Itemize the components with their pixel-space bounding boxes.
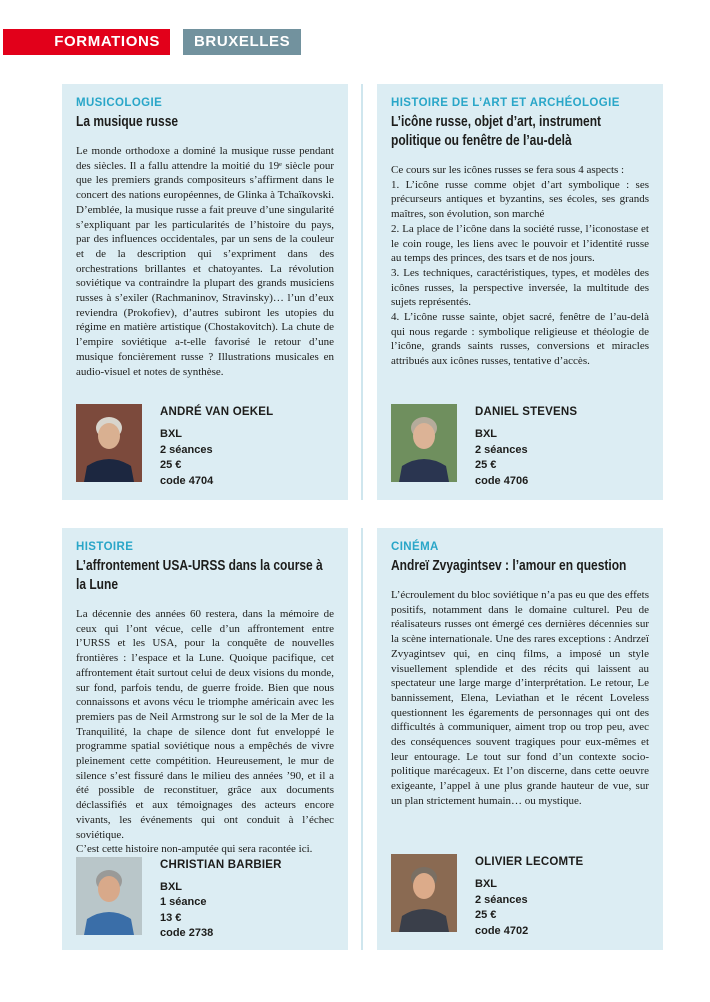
description-paragraph: 4. L’icône russe sainte, objet sacré, fenêtre de l’au-delà qui nous regarde : symbolique religieuse et théologie de l’icône, grands saints russes, conversions et miracles attribués aux icônes russes, tentative d’accès. bbox=[391, 311, 649, 368]
presenter-block bbox=[391, 404, 649, 489]
presenter-sessions: 2 séances bbox=[160, 443, 213, 456]
description-paragraph: La décennie des années 60 restera, dans la mémoire de ceux qui l’ont vécue, celle d’un affrontement entre l’URSS et les USA, pour la conquête de nouvelles frontières : l’espace et la Lune. Quoique pacifique, cet affrontement était surtout celui de deux visions du monde, sur fond, parfois tendu, de guerre froide. Bien que nous connaissons et avons vécu le triomphe américain avec les premiers pas de Neil Armstrong sur le sol de la Mer de la Tranquilité, la chape de silence dont fut enveloppé le programme spatial soviétique nous a empêchés de vivre pleinement cette compétition. Heureusement, le mur de silence s’est fissuré dans le milieu des années ’90, et il a été possible de reconstituer, grâce aux documents déclassifiés et aux témoignages des acteurs encore vivants, les événements qui ont conduit à l’échec soviétique. bbox=[76, 608, 334, 841]
course-card bbox=[377, 528, 663, 950]
presenter-price: 25 € bbox=[475, 909, 497, 921]
presenter-block bbox=[76, 857, 334, 942]
portrait-placeholder-image bbox=[76, 404, 142, 482]
presenter-name: DANIEL STEVENS bbox=[475, 406, 578, 418]
course-category: HISTOIRE bbox=[76, 541, 134, 553]
course-description bbox=[391, 163, 649, 369]
presenter-location: BXL bbox=[475, 878, 497, 890]
presenter-location: BXL bbox=[160, 880, 182, 893]
tag-formations: FORMATIONS bbox=[3, 29, 170, 55]
presenter-price: 25 € bbox=[160, 459, 182, 471]
presenter-code: code 2738 bbox=[160, 927, 214, 940]
presenter-location: BXL bbox=[475, 428, 497, 440]
presenter-sessions: 2 séances bbox=[475, 893, 528, 906]
course-category: CINÉMA bbox=[391, 541, 439, 553]
presenter-photo bbox=[76, 404, 142, 482]
course-category: MUSICOLOGIE bbox=[76, 97, 163, 109]
course-title-text: La musique russe bbox=[76, 113, 179, 130]
portrait-placeholder-image bbox=[76, 857, 142, 935]
presenter-code: code 4706 bbox=[475, 474, 529, 487]
presenter-info bbox=[475, 404, 577, 489]
course-title-text: L’affrontement USA-URSS dans la course à la Lune bbox=[76, 557, 323, 593]
course-title bbox=[76, 556, 334, 594]
presenter-info bbox=[475, 854, 583, 939]
presenter-location: BXL bbox=[160, 428, 182, 440]
course-title bbox=[391, 112, 649, 150]
description-paragraph: 1. L’icône russe comme objet d’art symbolique : ses précurseurs antiques et byzantins, ses écoles, ses grands maîtres, son évolution, son marché bbox=[391, 178, 649, 221]
course-title-text: Andreï Zvyagintsev : l’amour en question bbox=[391, 557, 627, 574]
description-paragraph: C’est cette histoire non-amputée qui sera racontée ici. bbox=[76, 843, 313, 856]
cards-grid bbox=[62, 84, 663, 950]
course-title bbox=[391, 556, 649, 575]
tag-bruxelles: BRUXELLES bbox=[183, 29, 301, 55]
description-paragraph: Le monde orthodoxe a dominé la musique russe pendant des siècles. Il a fallu attendre la moitié du 19ᵉ siècle pour que les premiers grands compositeurs s’affirment dans le concert des nations européennes, de Glinka à Tchaïkovski. D’emblée, la musique russe a fait preuve d’une singularité s’expliquant par les particularités de l’histoire du pays, par des influences occidentales, par un sens de la couleur et de la description qui s’expriment dans des orchestrations brillantes et chatoyantes. La révolution soviétique va contraindre la plupart des grands musiciens russes à s’exiler (Rachmaninov, Stravinsky)… l’un d’eux reviendra (Prokofiev), d’autres subiront les utopies du régime en matière artistique (Chostakovitch). La chute de l’empire soviétique a-t-elle favorisé le retour d’une musique foncièrement russe ? Illustrations musicales en audio-visuel et notes de synthèse. bbox=[76, 145, 334, 378]
portrait-placeholder-image bbox=[391, 404, 457, 482]
course-description bbox=[76, 607, 334, 857]
presenter-name: OLIVIER LECOMTE bbox=[475, 856, 584, 868]
presenter-price: 25 € bbox=[475, 459, 497, 471]
description-paragraph: 2. La place de l’icône dans la société russe, l’iconostase et le coin rouge, les liens avec le pouvoir et l’identité russe au temps des princes, des tsars et de nos jours. bbox=[391, 222, 649, 265]
presenter-code: code 4702 bbox=[475, 924, 529, 937]
course-card bbox=[62, 84, 348, 500]
presenter-block bbox=[391, 854, 649, 939]
course-description bbox=[391, 588, 649, 809]
page-header-tags bbox=[3, 29, 301, 55]
course-card bbox=[62, 528, 348, 950]
presenter-details bbox=[475, 877, 583, 939]
course-description bbox=[76, 144, 334, 379]
presenter-name: ANDRÉ VAN OEKEL bbox=[160, 406, 274, 418]
presenter-info bbox=[160, 404, 273, 489]
description-paragraph: 3. Les techniques, caractéristiques, types, et modèles des icônes russes, la perspective inversée, la multitude des sujets représentés. bbox=[391, 266, 649, 309]
presenter-details bbox=[160, 427, 273, 489]
presenter-photo bbox=[76, 857, 142, 935]
presenter-photo bbox=[391, 854, 457, 932]
presenter-code: code 4704 bbox=[160, 474, 214, 487]
course-title bbox=[76, 112, 334, 131]
presenter-price: 13 € bbox=[160, 911, 182, 924]
presenter-details bbox=[160, 880, 282, 942]
presenter-block bbox=[76, 404, 334, 489]
course-category: HISTOIRE DE L’ART ET ARCHÉOLOGIE bbox=[391, 97, 620, 109]
description-paragraph: L’écroulement du bloc soviétique n’a pas eu que des effets positifs, notamment dans le domaine culturel. Peu de réalisateurs russes ont émergé ces dernières décennies sur la scène internationale. Une des rares exceptions : Andrzeï Zvyagintsev qui, en cinq films, a imposé un style visuellement splendide et des récits qui laissent au spectateur une large marge d’interprétation. Le retour, Le bannissement, Elena, Leviathan et le récent Loveless questionnent les égarements de personnages qui ont des difficultés à communiquer, aiment trop ou trop peu, avec des conséquences souvent tragiques pour eux-mêmes et leur entourage. Le tout sur fond d’un contexte socio-politique marécageux. Et l’on discerne, dans cette oeuvre exigeante, l’appel à une plus grande hauteur de vue, sur un plan strictement humain… ou mystique. bbox=[391, 589, 649, 807]
presenter-photo bbox=[391, 404, 457, 482]
portrait-placeholder-image bbox=[391, 854, 457, 932]
presenter-info bbox=[160, 857, 282, 942]
course-card bbox=[377, 84, 663, 500]
presenter-details bbox=[475, 427, 577, 489]
description-paragraph: Ce cours sur les icônes russes se fera sous 4 aspects : bbox=[391, 164, 625, 176]
presenter-sessions: 2 séances bbox=[475, 443, 528, 456]
presenter-sessions: 1 séance bbox=[160, 896, 207, 909]
course-title-text: L’icône russe, objet d’art, instrument politique ou fenêtre de l’au-delà bbox=[391, 113, 602, 149]
presenter-name: CHRISTIAN BARBIER bbox=[160, 858, 282, 871]
